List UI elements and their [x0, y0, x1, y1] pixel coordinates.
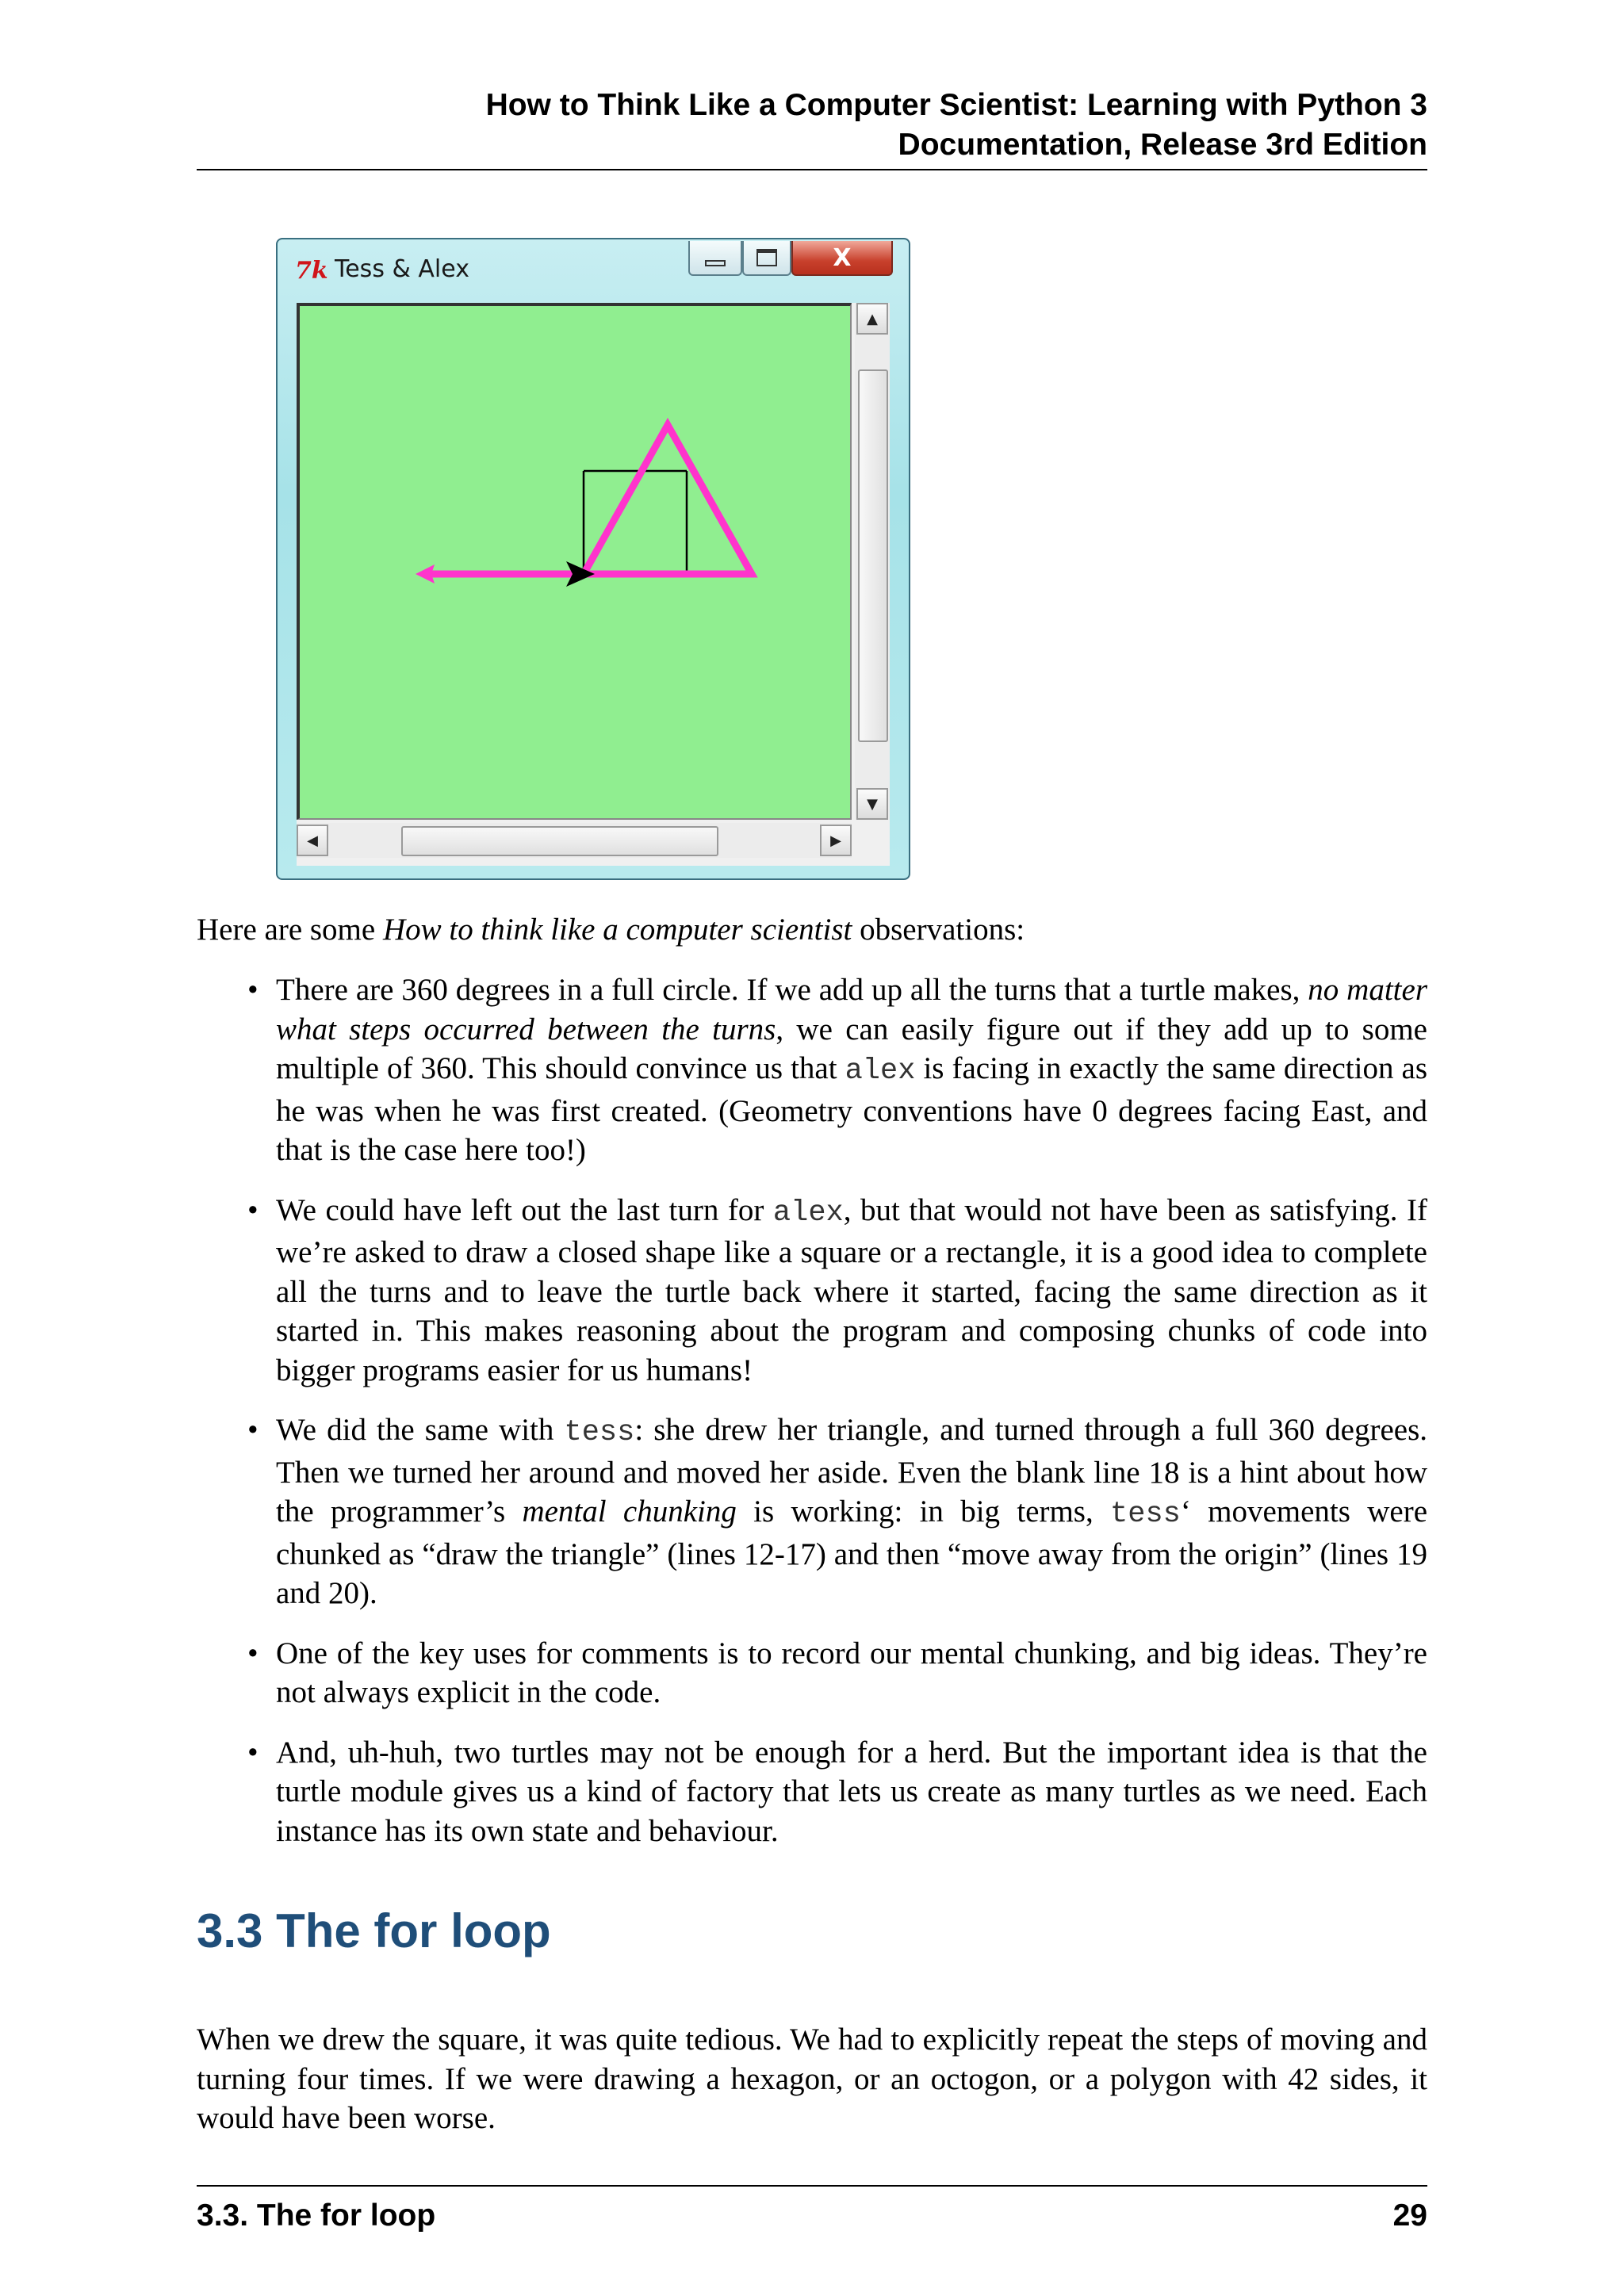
turtle-drawing	[300, 306, 850, 818]
text-run: : she drew her triangle, and turned through a full 360 degrees. Then we turned her around and moved her aside. Even the blank line 18 is a hint about how the programmer’s	[276, 1413, 1427, 1529]
code-run: alex	[845, 1054, 916, 1088]
close-icon: X	[833, 243, 852, 272]
minimize-icon	[705, 260, 726, 266]
text-run: There are 360 degrees in a full circle. If we add up all the turns that a turtle makes,	[276, 973, 1308, 1007]
arrow-up-icon: ▲	[867, 310, 878, 327]
code-run: tess	[1110, 1498, 1181, 1531]
scroll-up-button[interactable]	[856, 303, 888, 335]
window-titlebar	[278, 239, 909, 295]
text-run: ‘ movements were chunked as “draw the triangle” (lines 12-17) and then “move away from the origin” (lines 19 and 20).	[276, 1494, 1428, 1610]
observations-list	[197, 970, 1427, 1871]
window-client-area	[297, 303, 890, 866]
page-number: 29	[1392, 2198, 1427, 2233]
footer-section: 3.3. The for loop	[197, 2198, 436, 2233]
text-run: is facing in exactly the same direction as he was when he was first created. (Geometry conventions have 0 degrees facing East, and that is the case here too!)	[276, 1051, 1427, 1167]
emphasis-run: mental chunking	[522, 1494, 737, 1529]
intro-text: Here are some	[197, 913, 383, 947]
intro-paragraph	[197, 910, 1427, 950]
running-header	[197, 86, 1427, 165]
list-item	[197, 1410, 1427, 1613]
intro-emphasis: How to think like a computer scientist	[382, 913, 852, 947]
text-run: , but that would not have been as satisfying. If we’re asked to draw a closed shape like a square or a rectangle, it is a good idea to complete all the turns and to leave the turtle back where it started, facing the same direction as it started in. This makes reasoning about the program and composing chunks of code into bigger programs easier for us humans!	[276, 1192, 1428, 1387]
list-item	[197, 970, 1427, 1170]
header-rule	[197, 169, 1427, 170]
code-run: alex	[772, 1196, 844, 1230]
tk-logo-icon: 7k	[295, 257, 328, 285]
maximize-icon	[756, 249, 777, 266]
scroll-right-button[interactable]	[820, 825, 852, 856]
list-item	[197, 1634, 1427, 1712]
code-run: tess	[564, 1416, 635, 1449]
bullet-icon: •	[247, 973, 259, 1007]
bullet-icon: •	[247, 1192, 259, 1227]
bullet-icon: •	[247, 1735, 259, 1770]
bullet-icon: •	[247, 1636, 259, 1670]
maximize-button[interactable]	[742, 241, 791, 276]
arrow-left-icon: ◀	[307, 832, 318, 849]
footer-rule	[197, 2185, 1427, 2187]
window-title: Tess & Alex	[335, 255, 469, 283]
horizontal-scrollbar[interactable]	[297, 823, 852, 858]
scroll-down-button[interactable]	[856, 788, 888, 820]
arrow-right-icon: ▶	[830, 832, 841, 849]
header-title-line1: How to Think Like a Computer Scientist: Learning with Python 3	[485, 88, 1427, 122]
section-paragraph: When we drew the square, it was quite tedious. We had to explicitly repeat the steps of moving and turning four times. If we were drawing a hexagon, or an octogon, or a polygon with 42 sides, it would have been worse.	[197, 2022, 1427, 2135]
header-title-line2: Documentation, Release 3rd Edition	[898, 128, 1427, 162]
text-run: One of the key uses for comments is to record our mental chunking, and big ideas. They’re not always explicit in the code.	[276, 1636, 1427, 1709]
text-run: And, uh-huh, two turtles may not be enough for a herd. But the important idea is that the turtle module gives us a kind of factory that lets us create as many turtles as we need. Each instance has its own state and behaviour.	[276, 1735, 1427, 1848]
vertical-scrollbar[interactable]	[855, 303, 890, 820]
intro-text-end: observations:	[852, 913, 1025, 947]
arrow-down-icon: ▼	[867, 795, 878, 813]
scroll-left-button[interactable]	[297, 825, 328, 856]
horizontal-scroll-thumb[interactable]	[401, 826, 718, 856]
list-item	[197, 1733, 1427, 1851]
text-run: We could have left out the last turn for	[276, 1192, 773, 1227]
emphasis-run: no matter what steps occurred between the turns	[276, 973, 1428, 1047]
minimize-button[interactable]	[688, 241, 742, 276]
close-button[interactable]	[791, 241, 893, 276]
text-run: , we can easily figure out if they add up to some multiple of 360. This should convince us that	[276, 1012, 1427, 1085]
list-item	[197, 1191, 1427, 1391]
text-run: is working: in big terms,	[736, 1494, 1111, 1529]
turtle-canvas[interactable]	[297, 303, 852, 820]
text-run: We did the same with	[276, 1413, 565, 1447]
bullet-icon: •	[247, 1413, 259, 1447]
turtle-window-figure	[276, 238, 910, 880]
vertical-scroll-thumb[interactable]	[858, 369, 888, 742]
section-heading: 3.3 The for loop	[197, 1904, 551, 1957]
tess-triangle	[584, 425, 752, 574]
